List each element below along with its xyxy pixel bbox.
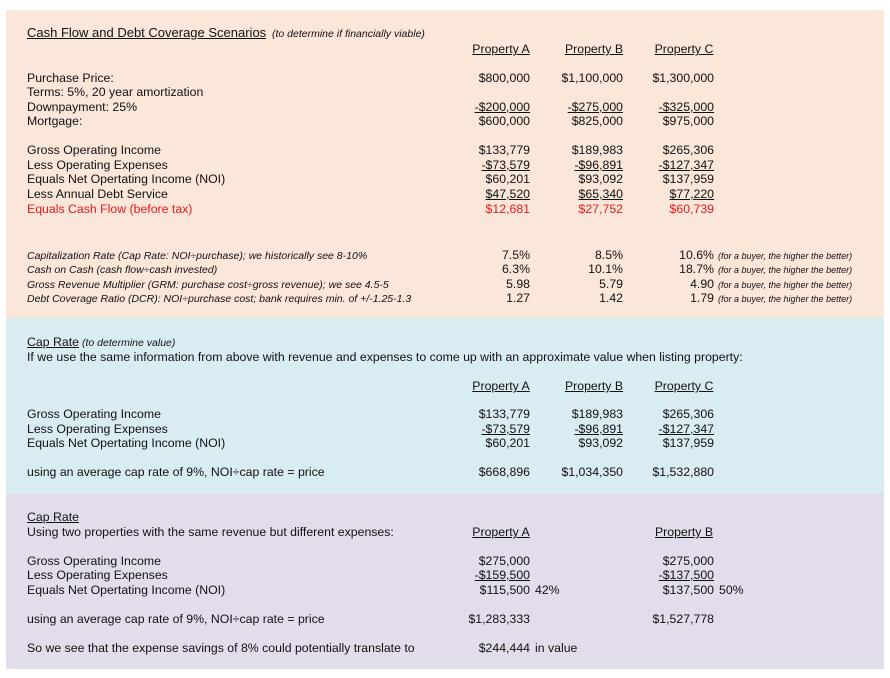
value-b: $65,340 xyxy=(578,187,623,201)
value-c: $265,306 xyxy=(662,407,714,421)
ratio-b: 8.5% xyxy=(594,248,623,262)
ratio-note: (for a buyer, the higher the better) xyxy=(718,294,853,304)
value-b: $93,092 xyxy=(578,172,623,186)
ratio-a: 7.5% xyxy=(501,248,530,262)
ratio-a: 5.98 xyxy=(506,277,530,291)
section-title: Cap Rate xyxy=(27,510,79,524)
price-c: $1,532,880 xyxy=(652,465,714,479)
ratio-label: Gross Revenue Multiplier (GRM: purchase cost÷gross revenue); we see 4.5-5 xyxy=(27,279,389,291)
header-property-b: Property B xyxy=(564,379,624,393)
row-label: Equals Net Opertating Income (NOI) xyxy=(27,172,226,186)
value-a: $133,779 xyxy=(478,143,530,157)
value-a: $600,000 xyxy=(478,114,530,128)
value-b: -$96,891 xyxy=(574,158,623,172)
value-a: $60,201 xyxy=(485,172,530,186)
row-label: Less Operating Expenses xyxy=(27,422,168,436)
value-c: -$325,000 xyxy=(658,100,714,114)
ratio-note: (for a buyer, the higher the better) xyxy=(718,251,853,261)
row-label: Equals Net Opertating Income (NOI) xyxy=(27,436,226,450)
cash-flow-a: $12,681 xyxy=(485,202,530,216)
row-label: Purchase Price: xyxy=(27,71,114,85)
section-intro: If we use the same information from above with revenue and expenses to come up with an approximate value when listing property: xyxy=(27,350,743,364)
conclusion-value: $244,444 xyxy=(478,641,530,655)
price-a: $668,896 xyxy=(478,465,530,479)
value-b: -$275,000 xyxy=(567,100,623,114)
value-a: $133,779 xyxy=(478,407,530,421)
ratio-c: 1.79 xyxy=(690,291,714,305)
price-b: $1,527,778 xyxy=(652,612,714,626)
value-b: $137,500 xyxy=(662,583,714,597)
ratio-note: (for a buyer, the higher the better) xyxy=(718,265,853,275)
section-title: Cap Rate xyxy=(27,335,79,349)
value-b: $275,000 xyxy=(662,554,714,568)
header-property-a: Property A xyxy=(472,525,530,539)
value-a: -$73,579 xyxy=(481,158,530,172)
header-property-a: Property A xyxy=(472,42,530,56)
row-label: Terms: 5%, 20 year amortization xyxy=(27,85,204,99)
value-a: -$200,000 xyxy=(474,100,530,114)
value-c: $77,220 xyxy=(669,187,714,201)
cash-flow-label: Equals Cash Flow (before tax) xyxy=(27,202,193,216)
value-c: $137,959 xyxy=(662,172,714,186)
value-b: $825,000 xyxy=(571,114,623,128)
cash-flow-section xyxy=(6,10,884,318)
row-label: Less Operating Expenses xyxy=(27,568,168,582)
noi-percent-a: 42% xyxy=(535,583,560,597)
conclusion-suffix: in value xyxy=(535,641,578,655)
ratio-label: Debt Coverage Ratio (DCR): NOI÷purchase cost; bank requires min. of +/-1.25-1.3 xyxy=(27,293,412,305)
ratio-a: 1.27 xyxy=(506,291,530,305)
value-c: $1,300,000 xyxy=(652,71,714,85)
ratio-note: (for a buyer, the higher the better) xyxy=(718,280,853,290)
conclusion-label: So we see that the expense savings of 8% could potentially translate to xyxy=(27,641,415,655)
row-label: Downpayment: 25% xyxy=(27,100,138,114)
value-b: $189,983 xyxy=(571,143,623,157)
price-row-label: using an average cap rate of 9%, NOI÷cap rate = price xyxy=(27,612,325,626)
row-label: Mortgage: xyxy=(27,114,83,128)
value-b: $1,100,000 xyxy=(561,71,623,85)
row-label: Less Annual Debt Service xyxy=(27,187,168,201)
value-c: $265,306 xyxy=(662,143,714,157)
header-property-c: Property C xyxy=(654,379,714,393)
ratio-label: Capitalization Rate (Cap Rate: NOI÷purchase); we historically see 8-10% xyxy=(27,250,368,262)
value-a: $275,000 xyxy=(478,554,530,568)
cash-flow-b: $27,752 xyxy=(578,202,623,216)
value-c: -$127,347 xyxy=(658,158,714,172)
price-b: $1,034,350 xyxy=(561,465,623,479)
ratio-b: 10.1% xyxy=(588,262,623,276)
section-subtitle: (to determine if financially viable) xyxy=(272,28,425,40)
value-b: -$137,500 xyxy=(658,568,714,582)
value-b: $189,983 xyxy=(571,407,623,421)
value-c: -$127,347 xyxy=(658,422,714,436)
price-a: $1,283,333 xyxy=(468,612,530,626)
value-a: -$73,579 xyxy=(481,422,530,436)
row-label: Gross Operating Income xyxy=(27,143,161,157)
ratio-c: 10.6% xyxy=(679,248,714,262)
row-label: Gross Operating Income xyxy=(27,554,161,568)
section-subtitle: (to determine value) xyxy=(82,337,176,349)
header-property-b: Property B xyxy=(564,42,624,56)
section-intro: Using two properties with the same revenue but different expenses: xyxy=(27,525,394,539)
cash-flow-c: $60,739 xyxy=(669,202,714,216)
ratio-c: 4.90 xyxy=(690,277,714,291)
value-a: $800,000 xyxy=(478,71,530,85)
section-title: Cash Flow and Debt Coverage Scenarios xyxy=(27,25,267,40)
ratio-a: 6.3% xyxy=(501,262,530,276)
expense-comparison-section xyxy=(6,494,884,669)
row-label: Less Operating Expenses xyxy=(27,158,168,172)
price-row-label: using an average cap rate of 9%, NOI÷cap rate = price xyxy=(27,465,325,479)
cap-rate-value-section xyxy=(6,318,884,494)
value-a: $60,201 xyxy=(485,436,530,450)
ratio-c: 18.7% xyxy=(679,262,714,276)
value-a: $47,520 xyxy=(485,187,530,201)
ratio-label: Cash on Cash (cash flow÷cash invested) xyxy=(27,264,218,276)
ratio-b: 5.79 xyxy=(599,277,623,291)
header-property-c: Property C xyxy=(654,42,714,56)
ratio-b: 1.42 xyxy=(599,291,623,305)
value-b: -$96,891 xyxy=(574,422,623,436)
row-label: Gross Operating Income xyxy=(27,407,161,421)
row-label: Equals Net Opertating Income (NOI) xyxy=(27,583,226,597)
value-c: $975,000 xyxy=(662,114,714,128)
value-c: $137,959 xyxy=(662,436,714,450)
value-a: $115,500 xyxy=(479,583,530,597)
header-property-a: Property A xyxy=(472,379,530,393)
noi-percent-b: 50% xyxy=(719,583,744,597)
value-a: -$159,500 xyxy=(474,568,530,582)
value-b: $93,092 xyxy=(578,436,623,450)
header-property-b: Property B xyxy=(654,525,714,539)
